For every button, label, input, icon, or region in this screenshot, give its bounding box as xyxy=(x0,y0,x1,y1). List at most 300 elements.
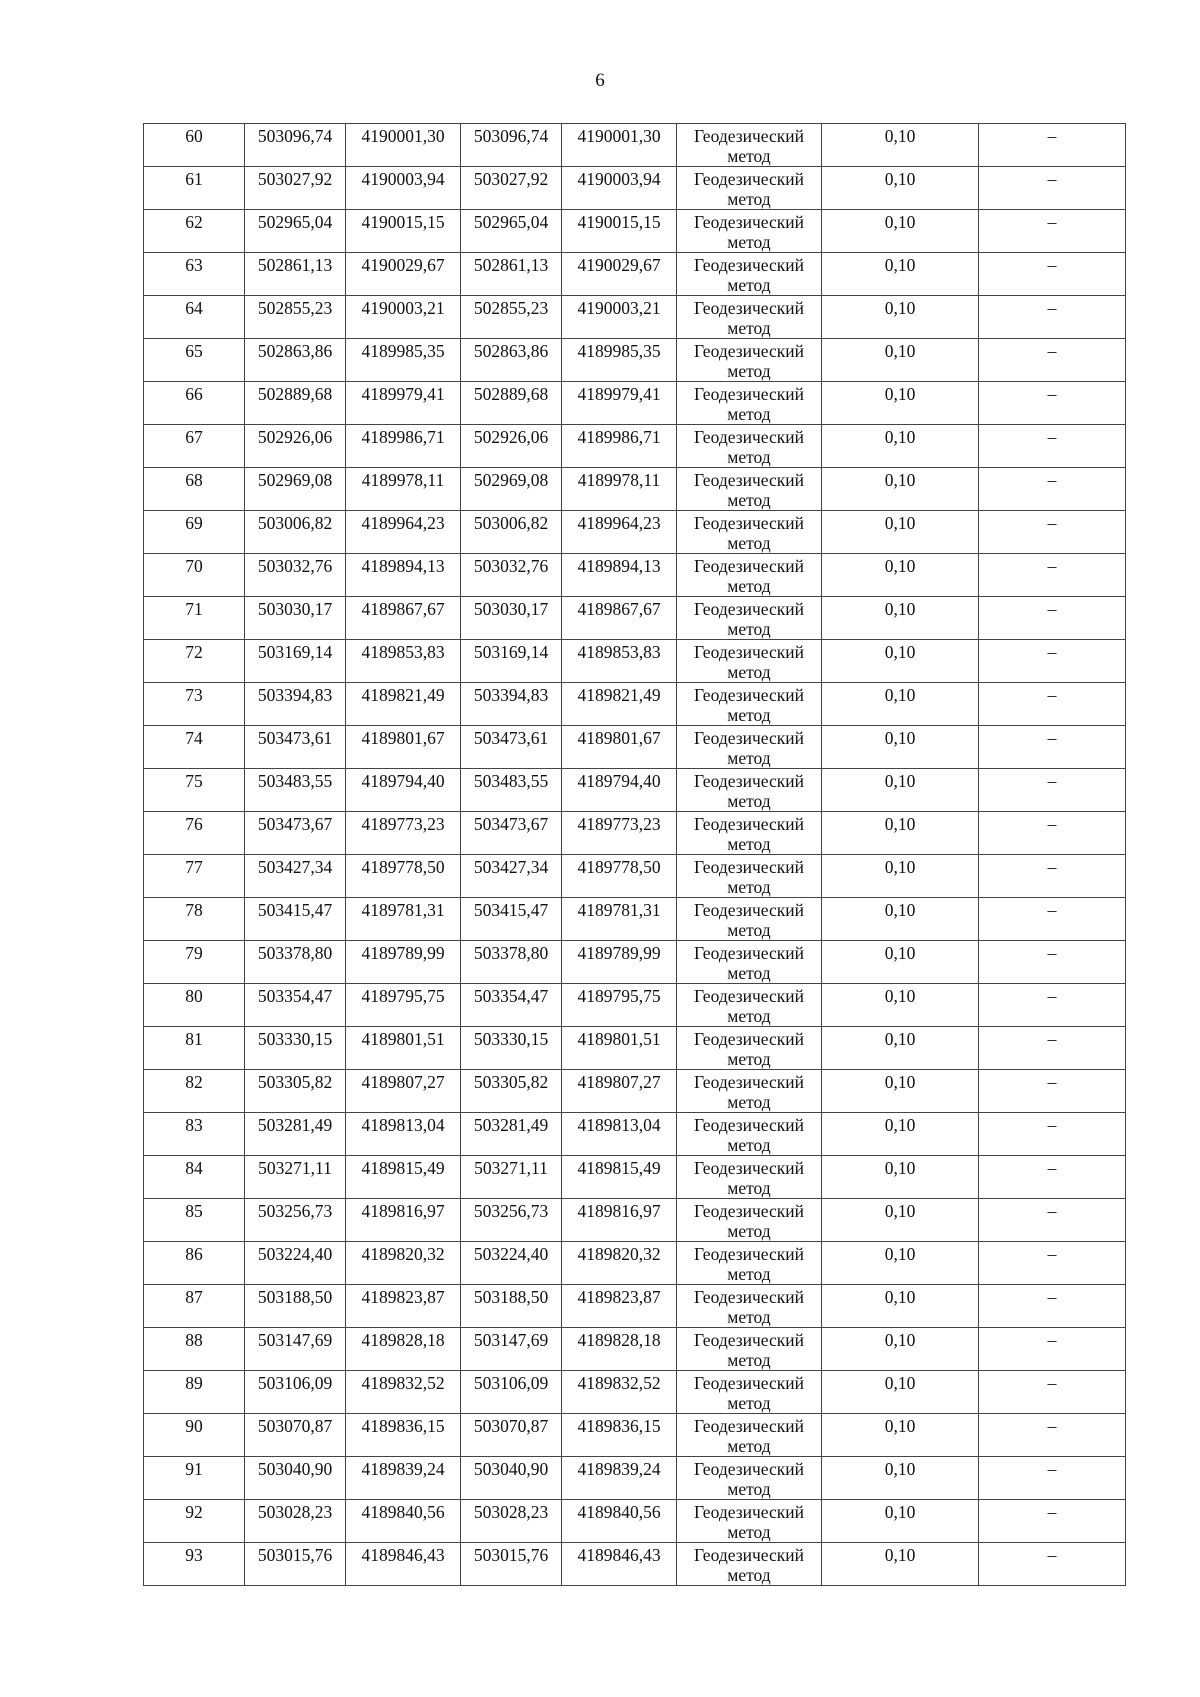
x-new-cell: 503188,50 xyxy=(461,1285,562,1328)
method-line-2: метод xyxy=(727,619,771,639)
method-cell xyxy=(677,1199,822,1242)
method-line-2: метод xyxy=(727,232,771,252)
table-row xyxy=(144,1242,1126,1285)
x-existing-cell: 503147,69 xyxy=(245,1328,346,1371)
method-line-2: метод xyxy=(727,705,771,725)
table-row xyxy=(144,640,1126,683)
method-cell xyxy=(677,1457,822,1500)
y-new-cell: 4190015,15 xyxy=(562,210,677,253)
point-number-cell: 72 xyxy=(144,640,245,683)
x-new-cell: 503027,92 xyxy=(461,167,562,210)
method-line-2: метод xyxy=(727,1307,771,1327)
note-cell: – xyxy=(979,640,1126,683)
accuracy-cell: 0,10 xyxy=(822,296,979,339)
accuracy-cell: 0,10 xyxy=(822,425,979,468)
x-existing-cell: 503256,73 xyxy=(245,1199,346,1242)
method-line-1: Геодезический xyxy=(694,341,804,361)
method-line-2: метод xyxy=(727,361,771,381)
table-row xyxy=(144,1285,1126,1328)
method-line-2: метод xyxy=(727,275,771,295)
x-new-cell: 503106,09 xyxy=(461,1371,562,1414)
x-existing-cell: 502969,08 xyxy=(245,468,346,511)
method-line-1: Геодезический xyxy=(694,900,804,920)
y-existing-cell: 4189985,35 xyxy=(346,339,461,382)
table-body xyxy=(144,124,1126,1586)
x-new-cell: 503483,55 xyxy=(461,769,562,812)
point-number-cell: 87 xyxy=(144,1285,245,1328)
note-cell: – xyxy=(979,253,1126,296)
y-existing-cell: 4189813,04 xyxy=(346,1113,461,1156)
method-cell xyxy=(677,167,822,210)
method-line-1: Геодезический xyxy=(694,470,804,490)
point-number-cell: 83 xyxy=(144,1113,245,1156)
method-line-1: Геодезический xyxy=(694,212,804,232)
y-existing-cell: 4189979,41 xyxy=(346,382,461,425)
table-row xyxy=(144,1371,1126,1414)
point-number-cell: 80 xyxy=(144,984,245,1027)
method-line-2: метод xyxy=(727,146,771,166)
table-row xyxy=(144,1156,1126,1199)
method-line-1: Геодезический xyxy=(694,1330,804,1350)
y-new-cell: 4189820,32 xyxy=(562,1242,677,1285)
method-line-1: Геодезический xyxy=(694,556,804,576)
x-existing-cell: 503330,15 xyxy=(245,1027,346,1070)
method-cell xyxy=(677,769,822,812)
x-existing-cell: 503281,49 xyxy=(245,1113,346,1156)
method-line-2: метод xyxy=(727,1436,771,1456)
point-number-cell: 60 xyxy=(144,124,245,167)
point-number-cell: 68 xyxy=(144,468,245,511)
y-existing-cell: 4189821,49 xyxy=(346,683,461,726)
accuracy-cell: 0,10 xyxy=(822,726,979,769)
method-cell xyxy=(677,1371,822,1414)
method-line-1: Геодезический xyxy=(694,1201,804,1221)
method-line-2: метод xyxy=(727,791,771,811)
x-existing-cell: 502855,23 xyxy=(245,296,346,339)
accuracy-cell: 0,10 xyxy=(822,1156,979,1199)
method-line-2: метод xyxy=(727,1049,771,1069)
x-existing-cell: 503015,76 xyxy=(245,1543,346,1586)
note-cell: – xyxy=(979,1371,1126,1414)
method-line-1: Геодезический xyxy=(694,513,804,533)
method-line-2: метод xyxy=(727,963,771,983)
method-cell xyxy=(677,210,822,253)
note-cell: – xyxy=(979,339,1126,382)
method-line-2: метод xyxy=(727,1092,771,1112)
y-new-cell: 4189840,56 xyxy=(562,1500,677,1543)
note-cell: – xyxy=(979,167,1126,210)
x-new-cell: 503354,47 xyxy=(461,984,562,1027)
x-existing-cell: 503427,34 xyxy=(245,855,346,898)
method-line-1: Геодезический xyxy=(694,685,804,705)
method-line-1: Геодезический xyxy=(694,814,804,834)
method-line-2: метод xyxy=(727,834,771,854)
point-number-cell: 74 xyxy=(144,726,245,769)
point-number-cell: 77 xyxy=(144,855,245,898)
table-row xyxy=(144,253,1126,296)
method-line-1: Геодезический xyxy=(694,771,804,791)
x-existing-cell: 503415,47 xyxy=(245,898,346,941)
y-existing-cell: 4189773,23 xyxy=(346,812,461,855)
x-existing-cell: 502861,13 xyxy=(245,253,346,296)
table-row xyxy=(144,769,1126,812)
method-cell xyxy=(677,511,822,554)
note-cell: – xyxy=(979,1070,1126,1113)
y-existing-cell: 4189823,87 xyxy=(346,1285,461,1328)
y-existing-cell: 4190003,94 xyxy=(346,167,461,210)
note-cell: – xyxy=(979,1328,1126,1371)
note-cell: – xyxy=(979,1457,1126,1500)
x-new-cell: 503006,82 xyxy=(461,511,562,554)
accuracy-cell: 0,10 xyxy=(822,339,979,382)
table-row xyxy=(144,382,1126,425)
point-number-cell: 66 xyxy=(144,382,245,425)
y-existing-cell: 4189807,27 xyxy=(346,1070,461,1113)
x-new-cell: 502855,23 xyxy=(461,296,562,339)
method-cell xyxy=(677,726,822,769)
method-cell xyxy=(677,1328,822,1371)
y-new-cell: 4189964,23 xyxy=(562,511,677,554)
y-existing-cell: 4190015,15 xyxy=(346,210,461,253)
x-existing-cell: 503188,50 xyxy=(245,1285,346,1328)
table-row xyxy=(144,339,1126,382)
note-cell: – xyxy=(979,210,1126,253)
x-new-cell: 503224,40 xyxy=(461,1242,562,1285)
x-existing-cell: 503305,82 xyxy=(245,1070,346,1113)
y-new-cell: 4189816,97 xyxy=(562,1199,677,1242)
x-existing-cell: 502889,68 xyxy=(245,382,346,425)
y-existing-cell: 4189839,24 xyxy=(346,1457,461,1500)
table-row xyxy=(144,425,1126,468)
table-row xyxy=(144,683,1126,726)
method-line-1: Геодезический xyxy=(694,1244,804,1264)
note-cell: – xyxy=(979,1156,1126,1199)
y-new-cell: 4189813,04 xyxy=(562,1113,677,1156)
x-new-cell: 503256,73 xyxy=(461,1199,562,1242)
x-new-cell: 503473,61 xyxy=(461,726,562,769)
method-line-1: Геодезический xyxy=(694,1029,804,1049)
point-number-cell: 67 xyxy=(144,425,245,468)
y-new-cell: 4190029,67 xyxy=(562,253,677,296)
y-new-cell: 4189821,49 xyxy=(562,683,677,726)
table-row xyxy=(144,554,1126,597)
method-line-2: метод xyxy=(727,1135,771,1155)
point-number-cell: 65 xyxy=(144,339,245,382)
point-number-cell: 84 xyxy=(144,1156,245,1199)
x-new-cell: 503427,34 xyxy=(461,855,562,898)
accuracy-cell: 0,10 xyxy=(822,1414,979,1457)
x-new-cell: 503281,49 xyxy=(461,1113,562,1156)
y-existing-cell: 4189820,32 xyxy=(346,1242,461,1285)
x-existing-cell: 503040,90 xyxy=(245,1457,346,1500)
y-new-cell: 4189789,99 xyxy=(562,941,677,984)
method-line-2: метод xyxy=(727,1264,771,1284)
point-number-cell: 63 xyxy=(144,253,245,296)
note-cell: – xyxy=(979,425,1126,468)
y-new-cell: 4189823,87 xyxy=(562,1285,677,1328)
y-existing-cell: 4189836,15 xyxy=(346,1414,461,1457)
table-row xyxy=(144,1328,1126,1371)
accuracy-cell: 0,10 xyxy=(822,812,979,855)
note-cell: – xyxy=(979,1027,1126,1070)
y-new-cell: 4189853,83 xyxy=(562,640,677,683)
method-line-1: Геодезический xyxy=(694,169,804,189)
method-line-2: метод xyxy=(727,877,771,897)
point-number-cell: 90 xyxy=(144,1414,245,1457)
table-row xyxy=(144,124,1126,167)
method-line-1: Геодезический xyxy=(694,642,804,662)
accuracy-cell: 0,10 xyxy=(822,898,979,941)
note-cell: – xyxy=(979,855,1126,898)
accuracy-cell: 0,10 xyxy=(822,1371,979,1414)
method-cell xyxy=(677,898,822,941)
method-line-2: метод xyxy=(727,447,771,467)
method-cell xyxy=(677,1113,822,1156)
method-line-2: метод xyxy=(727,1178,771,1198)
method-line-2: метод xyxy=(727,533,771,553)
method-cell xyxy=(677,253,822,296)
method-line-1: Геодезический xyxy=(694,384,804,404)
point-number-cell: 62 xyxy=(144,210,245,253)
note-cell: – xyxy=(979,984,1126,1027)
note-cell: – xyxy=(979,812,1126,855)
x-existing-cell: 502965,04 xyxy=(245,210,346,253)
note-cell: – xyxy=(979,769,1126,812)
y-existing-cell: 4189832,52 xyxy=(346,1371,461,1414)
y-existing-cell: 4189964,23 xyxy=(346,511,461,554)
x-new-cell: 503028,23 xyxy=(461,1500,562,1543)
method-cell xyxy=(677,1414,822,1457)
table-row xyxy=(144,1199,1126,1242)
x-new-cell: 503473,67 xyxy=(461,812,562,855)
x-existing-cell: 503169,14 xyxy=(245,640,346,683)
method-line-1: Геодезический xyxy=(694,728,804,748)
method-line-2: метод xyxy=(727,404,771,424)
accuracy-cell: 0,10 xyxy=(822,253,979,296)
method-line-1: Геодезический xyxy=(694,1373,804,1393)
x-new-cell: 502889,68 xyxy=(461,382,562,425)
method-line-1: Геодезический xyxy=(694,986,804,1006)
point-number-cell: 86 xyxy=(144,1242,245,1285)
x-new-cell: 503378,80 xyxy=(461,941,562,984)
accuracy-cell: 0,10 xyxy=(822,1543,979,1586)
table-row xyxy=(144,1543,1126,1586)
x-existing-cell: 503070,87 xyxy=(245,1414,346,1457)
point-number-cell: 79 xyxy=(144,941,245,984)
y-existing-cell: 4189828,18 xyxy=(346,1328,461,1371)
y-existing-cell: 4189867,67 xyxy=(346,597,461,640)
point-number-cell: 81 xyxy=(144,1027,245,1070)
y-existing-cell: 4189801,51 xyxy=(346,1027,461,1070)
method-line-2: метод xyxy=(727,1350,771,1370)
point-number-cell: 85 xyxy=(144,1199,245,1242)
method-line-1: Геодезический xyxy=(694,943,804,963)
x-existing-cell: 503483,55 xyxy=(245,769,346,812)
method-line-2: метод xyxy=(727,1006,771,1026)
method-line-2: метод xyxy=(727,920,771,940)
accuracy-cell: 0,10 xyxy=(822,1328,979,1371)
y-existing-cell: 4190029,67 xyxy=(346,253,461,296)
x-existing-cell: 503096,74 xyxy=(245,124,346,167)
y-new-cell: 4189815,49 xyxy=(562,1156,677,1199)
method-line-2: метод xyxy=(727,748,771,768)
point-number-cell: 88 xyxy=(144,1328,245,1371)
method-cell xyxy=(677,683,822,726)
accuracy-cell: 0,10 xyxy=(822,597,979,640)
point-number-cell: 71 xyxy=(144,597,245,640)
table-row xyxy=(144,167,1126,210)
y-new-cell: 4189846,43 xyxy=(562,1543,677,1586)
accuracy-cell: 0,10 xyxy=(822,1199,979,1242)
method-cell xyxy=(677,941,822,984)
method-line-1: Геодезический xyxy=(694,857,804,877)
table-row xyxy=(144,1414,1126,1457)
note-cell: – xyxy=(979,296,1126,339)
y-new-cell: 4189773,23 xyxy=(562,812,677,855)
point-number-cell: 92 xyxy=(144,1500,245,1543)
y-new-cell: 4189979,41 xyxy=(562,382,677,425)
method-cell xyxy=(677,339,822,382)
x-existing-cell: 503028,23 xyxy=(245,1500,346,1543)
y-existing-cell: 4189801,67 xyxy=(346,726,461,769)
method-line-1: Геодезический xyxy=(694,298,804,318)
method-cell xyxy=(677,1156,822,1199)
y-existing-cell: 4189778,50 xyxy=(346,855,461,898)
accuracy-cell: 0,10 xyxy=(822,124,979,167)
note-cell: – xyxy=(979,726,1126,769)
x-existing-cell: 503473,61 xyxy=(245,726,346,769)
method-line-1: Геодезический xyxy=(694,1502,804,1522)
accuracy-cell: 0,10 xyxy=(822,984,979,1027)
x-new-cell: 502965,04 xyxy=(461,210,562,253)
method-cell xyxy=(677,1070,822,1113)
table-row xyxy=(144,984,1126,1027)
table-row xyxy=(144,468,1126,511)
method-line-2: метод xyxy=(727,189,771,209)
y-new-cell: 4189985,35 xyxy=(562,339,677,382)
x-existing-cell: 503394,83 xyxy=(245,683,346,726)
accuracy-cell: 0,10 xyxy=(822,382,979,425)
method-cell xyxy=(677,1285,822,1328)
x-new-cell: 503415,47 xyxy=(461,898,562,941)
page-number: 6 xyxy=(595,70,605,91)
x-new-cell: 503096,74 xyxy=(461,124,562,167)
method-cell xyxy=(677,124,822,167)
method-line-1: Геодезический xyxy=(694,1287,804,1307)
table-row xyxy=(144,511,1126,554)
y-existing-cell: 4189815,49 xyxy=(346,1156,461,1199)
x-new-cell: 502926,06 xyxy=(461,425,562,468)
note-cell: – xyxy=(979,382,1126,425)
method-line-2: метод xyxy=(727,1479,771,1499)
method-line-2: метод xyxy=(727,1393,771,1413)
note-cell: – xyxy=(979,1242,1126,1285)
method-line-2: метод xyxy=(727,1221,771,1241)
x-new-cell: 503032,76 xyxy=(461,554,562,597)
y-new-cell: 4189839,24 xyxy=(562,1457,677,1500)
y-existing-cell: 4190001,30 xyxy=(346,124,461,167)
note-cell: – xyxy=(979,124,1126,167)
y-new-cell: 4189894,13 xyxy=(562,554,677,597)
accuracy-cell: 0,10 xyxy=(822,511,979,554)
note-cell: – xyxy=(979,1500,1126,1543)
table-row xyxy=(144,898,1126,941)
table-row xyxy=(144,855,1126,898)
method-line-1: Геодезический xyxy=(694,1158,804,1178)
y-new-cell: 4189794,40 xyxy=(562,769,677,812)
table-row xyxy=(144,1113,1126,1156)
point-number-cell: 61 xyxy=(144,167,245,210)
y-new-cell: 4189781,31 xyxy=(562,898,677,941)
y-existing-cell: 4189846,43 xyxy=(346,1543,461,1586)
method-cell xyxy=(677,640,822,683)
accuracy-cell: 0,10 xyxy=(822,554,979,597)
x-new-cell: 503040,90 xyxy=(461,1457,562,1500)
note-cell: – xyxy=(979,554,1126,597)
method-line-2: метод xyxy=(727,1565,771,1585)
y-new-cell: 4189801,67 xyxy=(562,726,677,769)
method-line-1: Геодезический xyxy=(694,255,804,275)
accuracy-cell: 0,10 xyxy=(822,941,979,984)
note-cell: – xyxy=(979,511,1126,554)
table-row xyxy=(144,597,1126,640)
y-existing-cell: 4189781,31 xyxy=(346,898,461,941)
x-existing-cell: 503473,67 xyxy=(245,812,346,855)
table-row xyxy=(144,1457,1126,1500)
x-existing-cell: 503030,17 xyxy=(245,597,346,640)
method-cell xyxy=(677,984,822,1027)
y-new-cell: 4189795,75 xyxy=(562,984,677,1027)
x-existing-cell: 503106,09 xyxy=(245,1371,346,1414)
x-new-cell: 503015,76 xyxy=(461,1543,562,1586)
point-number-cell: 93 xyxy=(144,1543,245,1586)
y-new-cell: 4189807,27 xyxy=(562,1070,677,1113)
x-new-cell: 503070,87 xyxy=(461,1414,562,1457)
point-number-cell: 69 xyxy=(144,511,245,554)
x-new-cell: 503147,69 xyxy=(461,1328,562,1371)
method-line-1: Геодезический xyxy=(694,1545,804,1565)
method-cell xyxy=(677,425,822,468)
x-new-cell: 503394,83 xyxy=(461,683,562,726)
table-row xyxy=(144,1500,1126,1543)
table-row xyxy=(144,296,1126,339)
accuracy-cell: 0,10 xyxy=(822,769,979,812)
method-line-2: метод xyxy=(727,1522,771,1542)
method-cell xyxy=(677,382,822,425)
y-new-cell: 4189978,11 xyxy=(562,468,677,511)
y-existing-cell: 4190003,21 xyxy=(346,296,461,339)
y-new-cell: 4190003,94 xyxy=(562,167,677,210)
y-existing-cell: 4189978,11 xyxy=(346,468,461,511)
method-cell xyxy=(677,597,822,640)
note-cell: – xyxy=(979,1285,1126,1328)
table-row xyxy=(144,1070,1126,1113)
accuracy-cell: 0,10 xyxy=(822,468,979,511)
y-existing-cell: 4189853,83 xyxy=(346,640,461,683)
method-line-1: Геодезический xyxy=(694,1072,804,1092)
accuracy-cell: 0,10 xyxy=(822,210,979,253)
method-cell xyxy=(677,468,822,511)
method-line-1: Геодезический xyxy=(694,126,804,146)
accuracy-cell: 0,10 xyxy=(822,1113,979,1156)
note-cell: – xyxy=(979,1199,1126,1242)
accuracy-cell: 0,10 xyxy=(822,1285,979,1328)
y-new-cell: 4189867,67 xyxy=(562,597,677,640)
note-cell: – xyxy=(979,597,1126,640)
y-new-cell: 4189801,51 xyxy=(562,1027,677,1070)
method-line-1: Геодезический xyxy=(694,1115,804,1135)
y-existing-cell: 4189795,75 xyxy=(346,984,461,1027)
